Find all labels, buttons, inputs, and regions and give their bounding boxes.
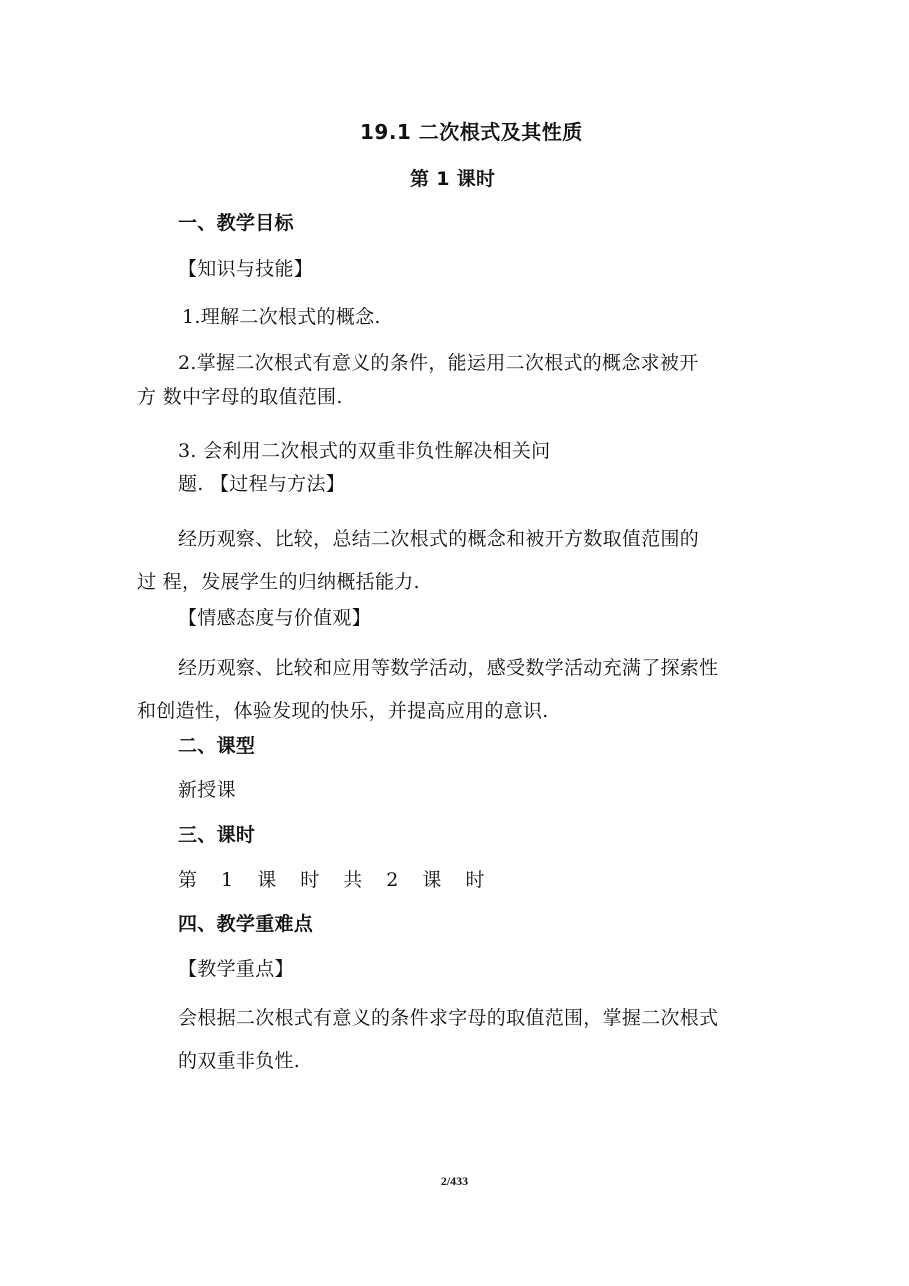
lesson-subtitle: 第 1 课时	[410, 168, 496, 190]
objective-item-3-line-1: 3. 会利用二次根式的双重非负性解决相关问	[178, 440, 551, 462]
document-title: 19.1 二次根式及其性质	[360, 120, 583, 144]
objective-item-2-line-1: 2.掌握二次根式有意义的条件，能运用二次根式的概念求被开	[178, 352, 699, 374]
objective-item-3-line-2: 题. 【过程与方法】	[178, 473, 346, 495]
section-heading-objectives: 一、教学目标	[178, 212, 294, 234]
class-hours-content: 第 1 课 时 共 2 课 时	[178, 869, 494, 891]
section-heading-lesson-type: 二、课型	[178, 735, 256, 757]
section-heading-class-hours: 三、课时	[178, 824, 256, 846]
objective-item-1: 1.理解二次根式的概念.	[182, 306, 381, 328]
emotion-paragraph-line-2: 和创造性，体验发现的快乐，并提高应用的意识.	[137, 700, 549, 722]
emotion-paragraph-line-1: 经历观察、比较和应用等数学活动，感受数学活动充满了探索性	[178, 657, 719, 679]
label-knowledge-skills: 【知识与技能】	[178, 258, 314, 280]
label-emotion-values: 【情感态度与价值观】	[178, 607, 372, 629]
lesson-type-content: 新授课	[178, 779, 236, 801]
label-teaching-key-points: 【教学重点】	[178, 958, 294, 980]
process-paragraph-line-2: 过 程，发展学生的归纳概括能力.	[137, 571, 420, 593]
key-points-line-2: 的双重非负性.	[178, 1050, 301, 1072]
section-heading-key-difficult-points: 四、教学重难点	[178, 913, 314, 935]
key-points-line-1: 会根据二次根式有意义的条件求字母的取值范围，掌握二次根式	[178, 1007, 719, 1029]
objective-item-2-line-2: 方 数中字母的取值范围.	[137, 386, 343, 408]
page-number: 2/433	[440, 1174, 469, 1188]
process-paragraph-line-1: 经历观察、比较，总结二次根式的概念和被开方数取值范围的	[178, 528, 700, 550]
